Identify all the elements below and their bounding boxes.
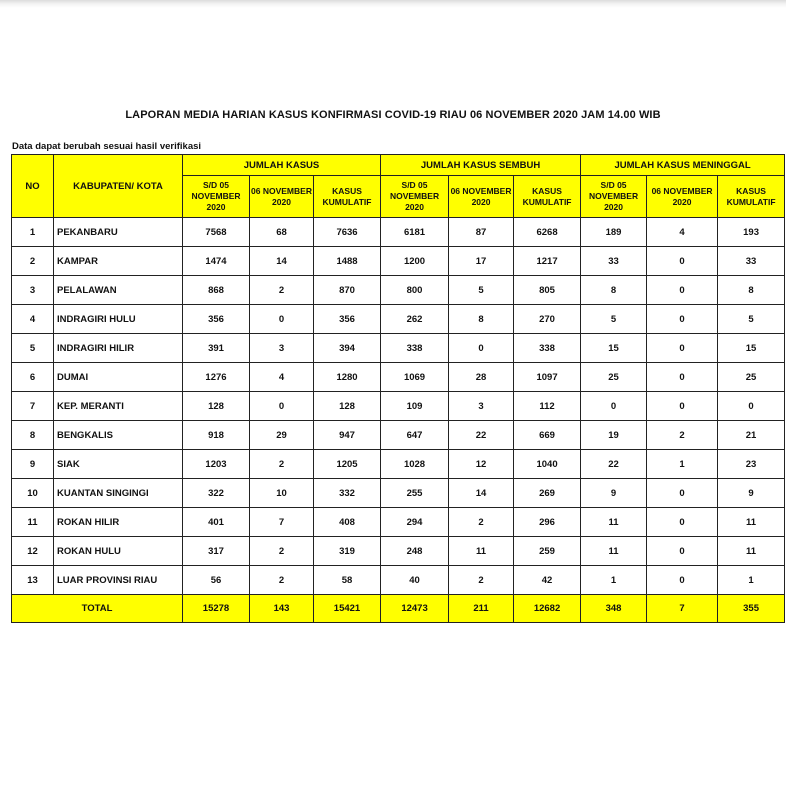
- cell-sembuh-kumulatif: 805: [514, 276, 581, 305]
- cell-meninggal-kumulatif: 1: [718, 566, 785, 595]
- cell-sembuh-kumulatif: 42: [514, 566, 581, 595]
- header-kasus-sd: S/D 05 NOVEMBER 2020: [183, 176, 250, 218]
- cell-kasus-day: 0: [250, 392, 314, 421]
- total-meninggal-day: 7: [647, 595, 718, 623]
- cell-sembuh-kumulatif: 270: [514, 305, 581, 334]
- cell-meninggal-sd: 1: [581, 566, 647, 595]
- cell-sembuh-day: 3: [449, 392, 514, 421]
- cell-sembuh-kumulatif: 296: [514, 508, 581, 537]
- table-row: [12, 247, 785, 276]
- cell-meninggal-sd: 19: [581, 421, 647, 450]
- table-row: [12, 363, 785, 392]
- cell-kasus-day: 4: [250, 363, 314, 392]
- header-jumlah-sembuh: JUMLAH KASUS SEMBUH: [381, 155, 581, 176]
- cell-kabupaten: INDRAGIRI HULU: [54, 305, 183, 334]
- page-edge-shadow: [0, 0, 786, 8]
- cell-kasus-sd: 56: [183, 566, 250, 595]
- total-row: [12, 595, 785, 623]
- cell-kabupaten: DUMAI: [54, 363, 183, 392]
- table-body: [12, 218, 785, 623]
- cell-sembuh-day: 28: [449, 363, 514, 392]
- cell-kabupaten: ROKAN HILIR: [54, 508, 183, 537]
- cell-kasus-day: 2: [250, 566, 314, 595]
- cell-kasus-kumulatif: 394: [314, 334, 381, 363]
- header-sembuh-sd: S/D 05 NOVEMBER 2020: [381, 176, 449, 218]
- cell-sembuh-kumulatif: 669: [514, 421, 581, 450]
- cell-sembuh-sd: 262: [381, 305, 449, 334]
- cell-kasus-day: 0: [250, 305, 314, 334]
- cell-meninggal-sd: 8: [581, 276, 647, 305]
- cell-no: 4: [12, 305, 54, 334]
- cell-sembuh-kumulatif: 338: [514, 334, 581, 363]
- cell-no: 10: [12, 479, 54, 508]
- cell-sembuh-day: 8: [449, 305, 514, 334]
- cell-kasus-kumulatif: 58: [314, 566, 381, 595]
- total-sembuh-sd: 12473: [381, 595, 449, 623]
- cell-kasus-day: 68: [250, 218, 314, 247]
- cell-kasus-kumulatif: 408: [314, 508, 381, 537]
- header-meninggal-sd: S/D 05 NOVEMBER 2020: [581, 176, 647, 218]
- cell-kabupaten: ROKAN HULU: [54, 537, 183, 566]
- header-meninggal-day: 06 NOVEMBER 2020: [647, 176, 718, 218]
- cell-meninggal-sd: 11: [581, 508, 647, 537]
- cell-kasus-sd: 401: [183, 508, 250, 537]
- total-kasus-kumulatif: 15421: [314, 595, 381, 623]
- cell-sembuh-day: 0: [449, 334, 514, 363]
- cell-meninggal-kumulatif: 21: [718, 421, 785, 450]
- cell-sembuh-kumulatif: 259: [514, 537, 581, 566]
- cell-kabupaten: LUAR PROVINSI RIAU: [54, 566, 183, 595]
- cell-sembuh-kumulatif: 6268: [514, 218, 581, 247]
- cell-meninggal-day: 0: [647, 392, 718, 421]
- cell-meninggal-kumulatif: 0: [718, 392, 785, 421]
- cell-meninggal-sd: 33: [581, 247, 647, 276]
- header-meninggal-kumulatif: KASUS KUMULATIF: [718, 176, 785, 218]
- cell-kasus-day: 29: [250, 421, 314, 450]
- table-row: [12, 305, 785, 334]
- cell-kasus-sd: 1276: [183, 363, 250, 392]
- cell-sembuh-sd: 109: [381, 392, 449, 421]
- cell-meninggal-sd: 11: [581, 537, 647, 566]
- cell-no: 13: [12, 566, 54, 595]
- cell-kasus-kumulatif: 7636: [314, 218, 381, 247]
- cell-kabupaten: KEP. MERANTI: [54, 392, 183, 421]
- cell-meninggal-kumulatif: 15: [718, 334, 785, 363]
- cell-no: 11: [12, 508, 54, 537]
- cell-meninggal-day: 0: [647, 479, 718, 508]
- cell-no: 1: [12, 218, 54, 247]
- cell-sembuh-day: 14: [449, 479, 514, 508]
- cell-meninggal-kumulatif: 11: [718, 537, 785, 566]
- cell-meninggal-day: 1: [647, 450, 718, 479]
- cell-kasus-day: 14: [250, 247, 314, 276]
- cell-sembuh-sd: 248: [381, 537, 449, 566]
- cell-kabupaten: KUANTAN SINGINGI: [54, 479, 183, 508]
- cell-meninggal-sd: 189: [581, 218, 647, 247]
- cell-kasus-day: 2: [250, 537, 314, 566]
- cell-sembuh-sd: 1069: [381, 363, 449, 392]
- cell-sembuh-day: 2: [449, 566, 514, 595]
- cell-sembuh-kumulatif: 1040: [514, 450, 581, 479]
- cell-meninggal-sd: 22: [581, 450, 647, 479]
- header-sembuh-day: 06 NOVEMBER 2020: [449, 176, 514, 218]
- cell-kasus-day: 7: [250, 508, 314, 537]
- cell-sembuh-sd: 1200: [381, 247, 449, 276]
- header-kasus-day: 06 NOVEMBER 2020: [250, 176, 314, 218]
- cell-kasus-kumulatif: 1205: [314, 450, 381, 479]
- cell-kasus-kumulatif: 356: [314, 305, 381, 334]
- cell-no: 12: [12, 537, 54, 566]
- cell-sembuh-sd: 40: [381, 566, 449, 595]
- total-label: TOTAL: [12, 595, 183, 623]
- cell-kasus-kumulatif: 1488: [314, 247, 381, 276]
- total-meninggal-kumulatif: 355: [718, 595, 785, 623]
- cell-sembuh-kumulatif: 1217: [514, 247, 581, 276]
- cell-kasus-sd: 322: [183, 479, 250, 508]
- cell-meninggal-day: 0: [647, 247, 718, 276]
- table-row: [12, 566, 785, 595]
- cell-no: 9: [12, 450, 54, 479]
- total-sembuh-day: 211: [449, 595, 514, 623]
- cell-kasus-sd: 317: [183, 537, 250, 566]
- total-kasus-sd: 15278: [183, 595, 250, 623]
- cell-meninggal-kumulatif: 8: [718, 276, 785, 305]
- cell-kasus-day: 10: [250, 479, 314, 508]
- cell-no: 5: [12, 334, 54, 363]
- cell-meninggal-day: 4: [647, 218, 718, 247]
- header-jumlah-kasus: JUMLAH KASUS: [183, 155, 381, 176]
- header-no: NO: [12, 155, 54, 218]
- cell-meninggal-day: 0: [647, 276, 718, 305]
- cell-sembuh-day: 12: [449, 450, 514, 479]
- cell-meninggal-sd: 0: [581, 392, 647, 421]
- cell-kabupaten: KAMPAR: [54, 247, 183, 276]
- cell-kasus-sd: 7568: [183, 218, 250, 247]
- cell-kasus-sd: 918: [183, 421, 250, 450]
- cell-kasus-sd: 1474: [183, 247, 250, 276]
- table-row: [12, 334, 785, 363]
- cell-kasus-sd: 1203: [183, 450, 250, 479]
- table-row: [12, 392, 785, 421]
- header-kabupaten: KABUPATEN/ KOTA: [54, 155, 183, 218]
- cell-kasus-day: 2: [250, 276, 314, 305]
- cell-meninggal-day: 0: [647, 363, 718, 392]
- cell-kabupaten: PELALAWAN: [54, 276, 183, 305]
- covid-report-table: [11, 154, 785, 623]
- cell-meninggal-kumulatif: 23: [718, 450, 785, 479]
- cell-meninggal-day: 0: [647, 508, 718, 537]
- table-row: [12, 450, 785, 479]
- cell-kabupaten: BENGKALIS: [54, 421, 183, 450]
- cell-sembuh-kumulatif: 1097: [514, 363, 581, 392]
- cell-meninggal-kumulatif: 25: [718, 363, 785, 392]
- cell-kasus-kumulatif: 128: [314, 392, 381, 421]
- cell-kasus-sd: 391: [183, 334, 250, 363]
- cell-sembuh-sd: 1028: [381, 450, 449, 479]
- cell-sembuh-day: 11: [449, 537, 514, 566]
- cell-no: 3: [12, 276, 54, 305]
- header-row-groups: [12, 155, 785, 176]
- cell-meninggal-sd: 15: [581, 334, 647, 363]
- cell-sembuh-day: 2: [449, 508, 514, 537]
- cell-kasus-day: 2: [250, 450, 314, 479]
- cell-sembuh-day: 17: [449, 247, 514, 276]
- cell-meninggal-day: 2: [647, 421, 718, 450]
- table-row: [12, 479, 785, 508]
- cell-kasus-kumulatif: 319: [314, 537, 381, 566]
- cell-meninggal-kumulatif: 9: [718, 479, 785, 508]
- cell-kasus-sd: 356: [183, 305, 250, 334]
- cell-no: 6: [12, 363, 54, 392]
- cell-kasus-kumulatif: 870: [314, 276, 381, 305]
- cell-kasus-sd: 868: [183, 276, 250, 305]
- cell-sembuh-sd: 255: [381, 479, 449, 508]
- header-kasus-kumulatif: KASUS KUMULATIF: [314, 176, 381, 218]
- verification-note: Data dapat berubah sesuai hasil verifikasi: [12, 141, 202, 152]
- cell-sembuh-kumulatif: 112: [514, 392, 581, 421]
- report-title: LAPORAN MEDIA HARIAN KASUS KONFIRMASI COVID-19 RIAU 06 NOVEMBER 2020 JAM 14.00 WIB: [125, 109, 661, 121]
- cell-sembuh-sd: 647: [381, 421, 449, 450]
- cell-kasus-kumulatif: 947: [314, 421, 381, 450]
- total-sembuh-kumulatif: 12682: [514, 595, 581, 623]
- cell-meninggal-sd: 5: [581, 305, 647, 334]
- cell-sembuh-sd: 6181: [381, 218, 449, 247]
- cell-meninggal-day: 0: [647, 305, 718, 334]
- cell-no: 8: [12, 421, 54, 450]
- cell-meninggal-kumulatif: 5: [718, 305, 785, 334]
- cell-kasus-day: 3: [250, 334, 314, 363]
- cell-kabupaten: SIAK: [54, 450, 183, 479]
- cell-sembuh-day: 87: [449, 218, 514, 247]
- cell-meninggal-kumulatif: 11: [718, 508, 785, 537]
- cell-meninggal-day: 0: [647, 334, 718, 363]
- cell-no: 2: [12, 247, 54, 276]
- cell-meninggal-day: 0: [647, 537, 718, 566]
- cell-kasus-kumulatif: 332: [314, 479, 381, 508]
- total-meninggal-sd: 348: [581, 595, 647, 623]
- table-row: [12, 537, 785, 566]
- cell-meninggal-sd: 9: [581, 479, 647, 508]
- cell-meninggal-sd: 25: [581, 363, 647, 392]
- table-row: [12, 276, 785, 305]
- cell-meninggal-day: 0: [647, 566, 718, 595]
- table-row: [12, 421, 785, 450]
- cell-sembuh-sd: 294: [381, 508, 449, 537]
- cell-no: 7: [12, 392, 54, 421]
- cell-sembuh-sd: 800: [381, 276, 449, 305]
- cell-sembuh-day: 22: [449, 421, 514, 450]
- cell-kabupaten: INDRAGIRI HILIR: [54, 334, 183, 363]
- cell-meninggal-kumulatif: 33: [718, 247, 785, 276]
- total-kasus-day: 143: [250, 595, 314, 623]
- cell-meninggal-kumulatif: 193: [718, 218, 785, 247]
- cell-sembuh-kumulatif: 269: [514, 479, 581, 508]
- header-sembuh-kumulatif: KASUS KUMULATIF: [514, 176, 581, 218]
- cell-kasus-kumulatif: 1280: [314, 363, 381, 392]
- cell-sembuh-sd: 338: [381, 334, 449, 363]
- cell-kabupaten: PEKANBARU: [54, 218, 183, 247]
- table-row: [12, 218, 785, 247]
- table-row: [12, 508, 785, 537]
- header-jumlah-meninggal: JUMLAH KASUS MENINGGAL: [581, 155, 785, 176]
- cell-kasus-sd: 128: [183, 392, 250, 421]
- cell-sembuh-day: 5: [449, 276, 514, 305]
